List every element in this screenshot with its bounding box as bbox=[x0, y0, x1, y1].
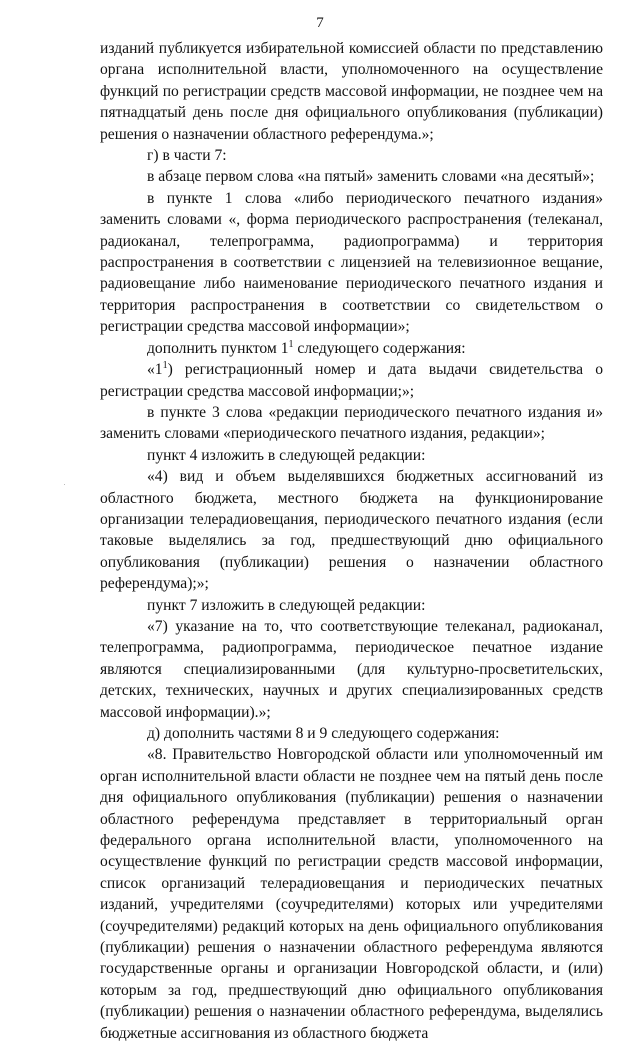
margin-mark bbox=[64, 484, 65, 485]
paragraph-first-abzac: в абзаце первом слова «на пятый» заменить словами «на десятый»; bbox=[147, 168, 595, 186]
paragraph-add-point-tail: следующего содержания: bbox=[293, 339, 466, 357]
paragraph-point-1-1-open: «1 bbox=[147, 361, 163, 379]
document-body bbox=[100, 38, 603, 1044]
paragraph-point-3: в пункте 3 слова «редакции периодического печатного издания и» заменить словами «периодического печатного издания, редакции»; bbox=[100, 403, 603, 443]
paragraph-add-point-text: дополнить пунктом 1 bbox=[147, 339, 289, 357]
paragraph-part-8: «8. Правительство Новгородской области или уполномоченный им орган исполнительной власти области не позднее чем на пятый день после дня официального опубликования (публикации) решения о назначении областного референдума представляет в территориальный орган федерального органа исполнительной власти, уполномоченного на осуществление функций по регистрации средств массовой информации, список организаций телерадиовещания и периодических печатных изданий, учредителями (соучредителями) которых или учредителями (соучредителями) редакций которых на день официального опубликования (публикации) решения о назначении областного референдума являются государственные органы и организации Новгородской области, и (или) которым за год, предшествующий дню официального опубликования (публикации) решения о назначении областного референдума, выделялись бюджетные ассигнования из областного бюджета bbox=[100, 746, 603, 1042]
superscript-1: 1 bbox=[162, 360, 168, 372]
paragraph-add-point bbox=[100, 338, 603, 359]
paragraph-item-g: г) в части 7: bbox=[147, 147, 227, 165]
superscript-1: 1 bbox=[288, 338, 294, 350]
paragraph-point-1-1-text: ) регистрационный номер и дата выдачи свидетельства о регистрации средства массовой информации;»; bbox=[100, 361, 603, 400]
paragraph-item-d: д) дополнить частями 8 и 9 следующего содержания: bbox=[147, 725, 500, 742]
paragraph-point-7-intro: пункт 7 изложить в следующей редакции: bbox=[147, 596, 426, 614]
paragraph-point-4-text: «4) вид и объем выделявшихся бюджетных ассигнований из областного бюджета, местного бюджета на функционирование организации телерадиовещания, периодического печатного издания (если таковые выделялись за год, предшествующий дню официального опубликования (публикации) решения о назначении областного референдума);»; bbox=[100, 468, 603, 593]
paragraph-point-1-1 bbox=[100, 359, 603, 402]
page-number: 7 bbox=[316, 15, 324, 31]
paragraph-point-1: в пункте 1 слова «либо периодического печатного издания» заменить словами «, форма периодического распространения (телеканал, радиоканал, телепрограмма, радиопрограмма) и территория распространения в соответствии с лицензией на телевизионное вещание, радиовещание либо наименование периодического печатного издания и территория распространения в соответствии со свидетельством о регистрации средства массовой информации»; bbox=[100, 189, 603, 336]
paragraph-point-7-text: «7) указание на то, что соответствующие телеканал, радиоканал, телепрограмма, радиопрограмма, периодическое печатное издание являются специализированными (для культурно-просветительских, детских, технических, научных и других специализированных средств массовой информации).»; bbox=[100, 617, 603, 721]
paragraph-continuation: изданий публикуется избирательной комиссией области по представлению органа исполнительной власти, уполномоченного на осуществление функций по регистрации средств массовой информации, не позднее чем на пятнадцатый день после дня официального опубликования (публикации) решения о назначении областного референдума.»; bbox=[100, 40, 603, 143]
paragraph-point-4-intro: пункт 4 изложить в следующей редакции: bbox=[147, 446, 426, 464]
